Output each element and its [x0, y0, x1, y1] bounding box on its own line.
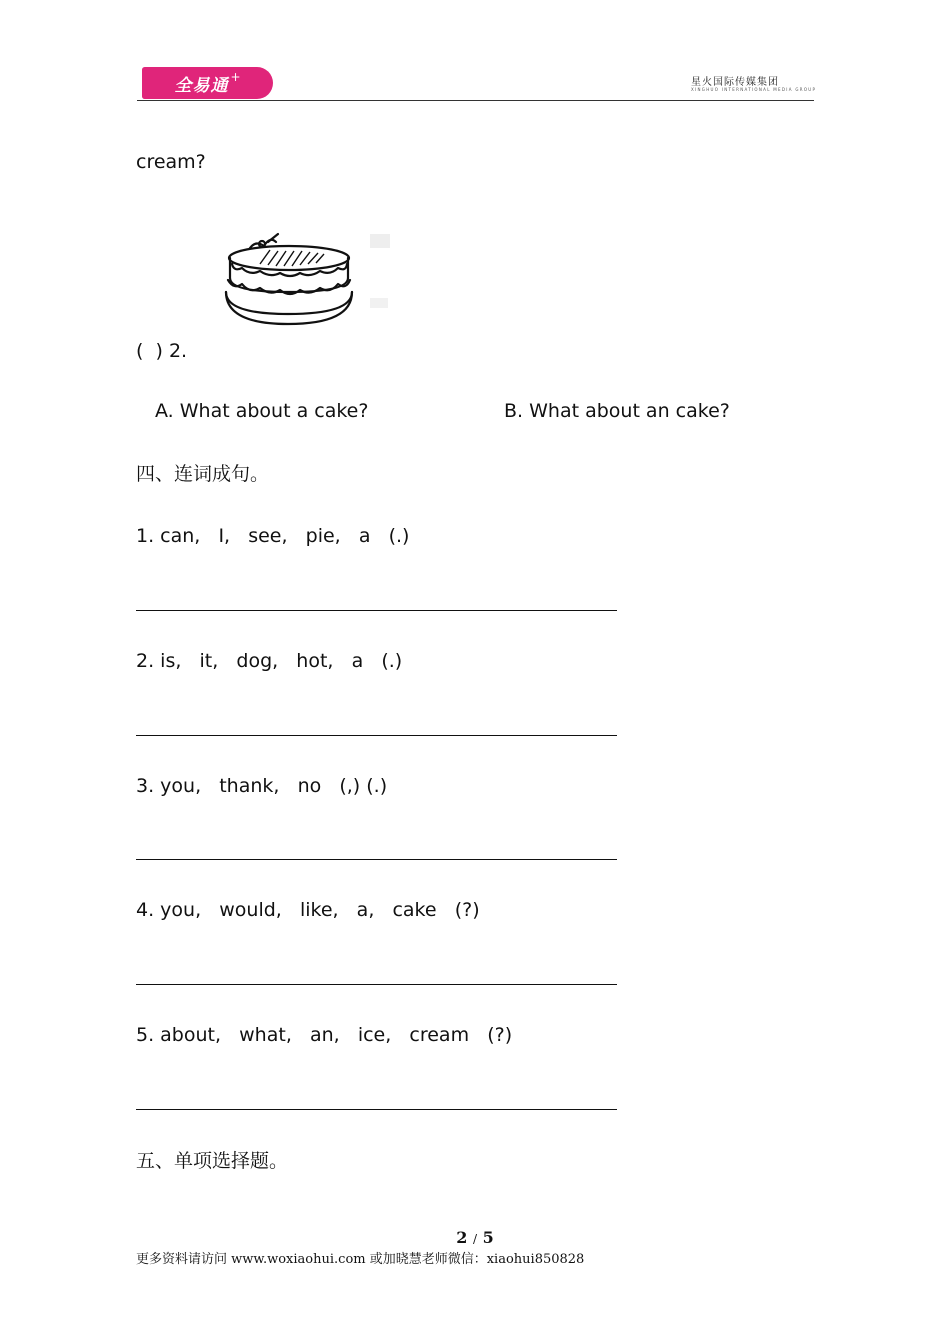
- sentence-item-5: 5. about, what, an, ice, cream (?): [136, 1024, 513, 1046]
- publisher-name-en: XINGHUO INTERNATIONAL MEDIA GROUP: [691, 87, 817, 92]
- sentence-item-4: 4. you, would, like, a, cake (?): [136, 899, 480, 921]
- answer-line-4[interactable]: [136, 984, 617, 985]
- option-a: A. What about a cake?: [155, 400, 369, 422]
- answer-line-3[interactable]: [136, 859, 617, 860]
- sentence-item-3: 3. you, thank, no (,) (.): [136, 775, 388, 797]
- option-b: B. What about an cake?: [504, 400, 730, 422]
- answer-line-1[interactable]: [136, 610, 617, 611]
- publisher-name: 星火国际传媒集团: [691, 77, 779, 88]
- cake-image: [220, 228, 400, 330]
- logo-star: +: [230, 70, 241, 84]
- header-divider: [137, 100, 814, 101]
- section-5-title: 五、单项选择题。: [136, 1150, 289, 1172]
- page-separator: /: [472, 1232, 478, 1246]
- brand-logo: [142, 67, 273, 99]
- question-2-number: ( ) 2.: [136, 340, 188, 362]
- sentence-item-2: 2. is, it, dog, hot, a (.): [136, 650, 403, 672]
- section-4-title: 四、连词成句。: [136, 463, 270, 485]
- answer-line-5[interactable]: [136, 1109, 617, 1110]
- logo-text: 全易通: [174, 75, 229, 96]
- page-number: [0, 1228, 950, 1247]
- page-current: 2: [456, 1228, 468, 1247]
- footer-note: 更多资料请访问 www.woxiaohui.com 或加晓慧老师微信：xiaohui850828: [136, 1252, 585, 1267]
- page-total: 5: [482, 1228, 494, 1247]
- question-continuation: cream?: [136, 151, 206, 173]
- answer-line-2[interactable]: [136, 735, 617, 736]
- sentence-item-1: 1. can, I, see, pie, a (.): [136, 525, 410, 547]
